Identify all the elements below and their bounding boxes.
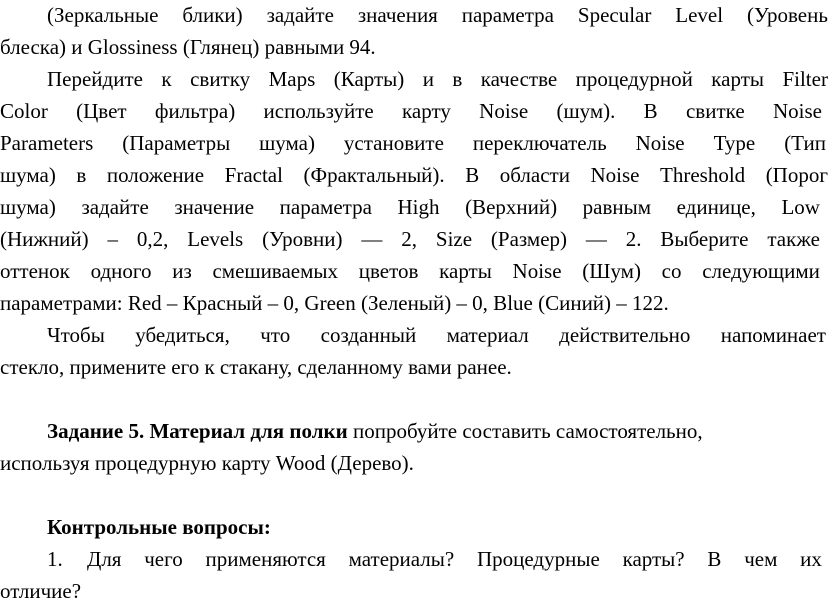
- paragraph-2-line-4: [0, 162, 828, 188]
- word: (Уровень: [746, 3, 828, 27]
- word: (Зеркальные: [47, 3, 159, 27]
- word: Filter: [782, 67, 828, 91]
- word: и: [422, 67, 434, 91]
- word: Перейдите: [47, 67, 143, 91]
- word: В: [465, 163, 480, 187]
- word: также: [767, 227, 820, 251]
- word: Процедурные: [476, 547, 600, 571]
- word: (Уровни): [262, 227, 343, 251]
- paragraph-2-line-6: [0, 226, 820, 252]
- word: —: [585, 227, 607, 251]
- word: Noise: [590, 163, 640, 187]
- word: единице,: [676, 195, 756, 219]
- paragraph-2-line-7: [0, 258, 820, 284]
- paragraph-3-line-2: стекло, примените его к стакану, сделанному вами ранее.: [0, 355, 512, 379]
- word: Noise: [772, 99, 822, 123]
- word: области: [499, 163, 570, 187]
- word: напоминает: [720, 323, 826, 347]
- word: используйте: [263, 99, 374, 123]
- word: (Фрактальный).: [303, 163, 445, 187]
- word: чем: [744, 547, 778, 571]
- word: (Нижний): [0, 227, 89, 251]
- word: Для: [87, 547, 122, 571]
- question-1-number: 1.: [47, 547, 63, 571]
- task-5-line-2: используя процедурную карту Wood (Дерево).: [0, 451, 414, 475]
- word: применяются: [205, 547, 326, 571]
- word: (Шум): [582, 259, 641, 283]
- word: шума): [0, 163, 56, 187]
- word: цветов: [358, 259, 419, 283]
- word: Threshold: [660, 163, 746, 187]
- paragraph-2-line-3: [0, 130, 826, 156]
- word: следующими: [702, 259, 820, 283]
- word: параметра: [279, 195, 372, 219]
- paragraph-2-line-8: параметрами: Red – Красный – 0, Green (Зеленый) – 0, Blue (Синий) – 122.: [0, 291, 669, 315]
- paragraph-1-line-1: [0, 2, 828, 28]
- word: оттенок: [0, 259, 70, 283]
- question-1-line-1: [0, 546, 822, 572]
- question-1-text: [87, 546, 822, 572]
- word: в: [76, 163, 87, 187]
- word: материал: [446, 323, 529, 347]
- word: Чтобы: [47, 323, 105, 347]
- word: переключатель: [472, 131, 607, 155]
- word: Fractal: [224, 163, 283, 187]
- word: карты: [439, 259, 492, 283]
- word: Maps: [268, 67, 316, 91]
- word: Specular: [577, 3, 652, 27]
- word: установите: [343, 131, 444, 155]
- question-1-line-2: отличие?: [0, 579, 82, 603]
- word: Noise: [512, 259, 562, 283]
- word: одного: [90, 259, 152, 283]
- task-5-line-1: [0, 418, 703, 444]
- word: Noise: [479, 99, 529, 123]
- paragraph-1-line-2: блеска) и Glossiness (Глянец) равными 94.: [0, 35, 376, 59]
- word: значения: [357, 3, 438, 27]
- word: положение: [106, 163, 205, 187]
- word: созданный: [320, 323, 417, 347]
- paragraph-3-line-1: [0, 322, 826, 348]
- word: действительно: [559, 323, 691, 347]
- word: Parameters: [0, 131, 94, 155]
- word: убедиться,: [135, 323, 230, 347]
- task-5-title: Задание 5. Материал для полки: [47, 419, 348, 443]
- word: (Карты): [333, 67, 405, 91]
- word: к: [161, 67, 172, 91]
- word: их: [800, 547, 822, 571]
- word: чего: [144, 547, 183, 571]
- word: Low: [781, 195, 820, 219]
- paragraph-2-line-1: [0, 66, 828, 92]
- word: Level: [675, 3, 724, 27]
- word: Size: [435, 227, 473, 251]
- word: из: [172, 259, 192, 283]
- word: Выберите: [660, 227, 749, 251]
- task-5-text: попробуйте составить самостоятельно,: [347, 419, 703, 443]
- word: задайте: [266, 3, 334, 27]
- control-questions-title: Контрольные вопросы:: [47, 515, 271, 539]
- word: (Порог: [765, 163, 828, 187]
- word: (Тип: [784, 131, 826, 155]
- word: качестве: [480, 67, 558, 91]
- word: карты: [711, 67, 764, 91]
- word: материалы?: [348, 547, 455, 571]
- control-questions-heading: [0, 514, 271, 540]
- word: со: [661, 259, 682, 283]
- word: (Размер): [490, 227, 568, 251]
- word: (шум).: [556, 99, 616, 123]
- word: процедурной: [575, 67, 693, 91]
- word: задайте: [81, 195, 149, 219]
- paragraph-2-line-2: [0, 98, 822, 124]
- paragraph-2-line-5: [0, 194, 820, 220]
- word: —: [361, 227, 383, 251]
- word: блики): [182, 3, 243, 27]
- word: шума): [259, 131, 315, 155]
- word: Levels: [187, 227, 244, 251]
- word: В: [707, 547, 722, 571]
- word: Type: [713, 131, 756, 155]
- word: High: [397, 195, 440, 219]
- word: параметра: [461, 3, 554, 27]
- word: Color: [0, 99, 48, 123]
- word: значение: [174, 195, 255, 219]
- word: свитку: [190, 67, 251, 91]
- word: в: [452, 67, 463, 91]
- word: –: [107, 227, 118, 251]
- word: смешиваемых: [212, 259, 338, 283]
- word: карты?: [622, 547, 685, 571]
- word: свитке: [685, 99, 745, 123]
- word: (Верхний): [465, 195, 558, 219]
- word: 2.: [625, 227, 642, 251]
- word: 2,: [401, 227, 418, 251]
- word: В: [643, 99, 658, 123]
- word: Noise: [635, 131, 685, 155]
- word: фильтра): [154, 99, 236, 123]
- word: карту: [402, 99, 451, 123]
- word: равным: [582, 195, 652, 219]
- word: что: [260, 323, 291, 347]
- word: (Параметры: [122, 131, 231, 155]
- word: (Цвет: [76, 99, 127, 123]
- word: шума): [0, 195, 56, 219]
- word: 0,2,: [136, 227, 169, 251]
